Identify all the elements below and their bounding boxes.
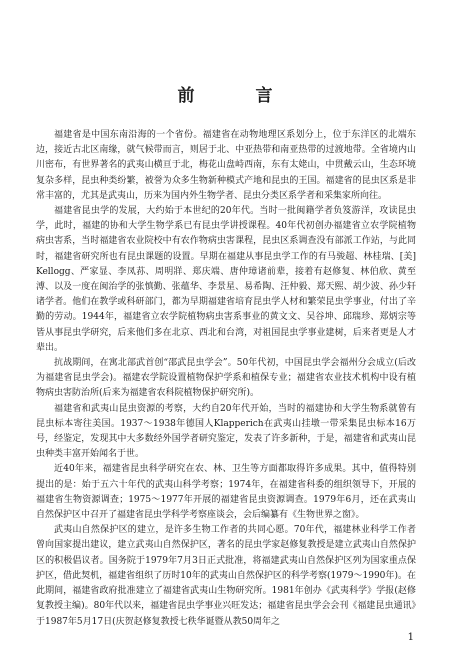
page-title: 前 言 [177, 86, 295, 106]
paragraph: 抗战期间，在寓北部武首创“邵武昆虫学会”。50年代初，中国昆虫学会福州分会成立(后改为福建省昆虫学会)。福建农学院设置植物保护学系和植保专业；福建省农业技术机构中设有植物病虫害防治所(后来为福建省农科院植物保护研究所)。 [36, 358, 416, 399]
paragraph: 福建省和武夷山昆虫资源的考察，大约自20年代开始，当时的福建协和大学生物系就曾有昆虫标本寄往美国。1937～1938年德国人Klapperich在武夷山挂墩一带采集昆虫标本16万号，经鉴定，发现其中大多数经外国学者研究鉴定，发表了许多新种，于是，福建省和武夷山昆虫种类丰富开始闻名于世。 [36, 403, 416, 460]
paragraph: 武夷山自然保护区的建立，是许多生物工作者的共同心愿。70年代，福建林业科学工作者曾向国家提出建议，建立武夷山自然保护区，著名的昆虫学家赵修复教授是建立武夷山自然保护区的积极倡议者。国务院于1979年7月3日正式批准，将福建武夷山自然保护区列为国家重点保护区，借此契机，福建省组织了历时10年的武夷山自然保护区的科学考察(1979～1990年)。在此期间，福建省政府批准建立了福建省武夷山生物研究所。1981年创办《武夷科学》学报(赵修复教授主编)。80年代以来，福建省昆虫学事业兴旺发达；福建省昆虫学会会刊《福建昆虫通讯》于1987年5月17日(庆贺赵修复教授七秩华诞暨从教50周年之 [36, 525, 416, 627]
paragraph: 福建省昆虫学的发展，大约始于本世纪的20年代。当时一批闽籍学者负笈游洋，攻读昆虫学，此时，福建的协和大学生物学系已有昆虫学讲授课程。40年代初创办福建省立农学院植物病虫害系，当时福建省农业院校中有农作物病虫害课程，昆虫区系调查没有部派工作站，与此同时，福建省研究所也有昆虫课题的设置。早期在福建从事昆虫学工作的有马骏超、林桂瑞、[美] Kellogg、严家显、李凤荪、周明牂、郑庆端、唐仲璋诸前辈，接着有赵修复、林伯欣、黄至溥、以及一度在闽治学的张慎勤、张蕴华、李景星、易希陶、汪仲毅、郑天熙、胡少波、孙少轩诸学者。他们在教学或科研部门，都为早期福建省培育昆虫学人材和繁荣昆虫学事业，付出了辛勤的劳动。1944年，福建省立农学院植物病虫害系事业的黄文文、吴谷坤、邱瑞珍、郑炳宗等皆从事昆虫学研究，后来他们多在北京、西北和台湾，对祖国昆虫学事业建树，后来者更是人才辈出。 [36, 206, 416, 353]
body-text [36, 128, 416, 628]
page-number: 1 [407, 632, 414, 643]
paragraph: 近40年来，福建省昆虫科学研究在农、林、卫生等方面都取得许多成果。其中，值得特别提出的是：始于五六十年代的武夷山科学考察；1974年，在福建省科委的组织领导下，开展的福建省生物资源调查；1975～1977年开展的福建省昆虫资源调查。1979年6月，还在武夷山自然保护区中召开了福建省昆虫学科学考察座谈会，会后编纂有《生物世界之窗》。 [36, 464, 416, 521]
paragraph: 福建省是中国东南沿海的一个省份。福建省在动物地理区系划分上，位于东洋区的北端东边，接近古北区南缘，就气候带而言，则居于北、中亚热带和南亚热带的过渡地带。全省境内山川密布，有世界著名的武夷山横亘于北，梅花山盘峙西南，东有太姥山，中贯戴云山，生态环境复杂多样，昆虫种类纷繁，被誉为众多生物新种模式产地和昆虫的王国。福建省的昆虫区系是非常丰富的，尤其是武夷山，历来为国内外生物学者、昆虫分类区系学者和采集家所向往。 [36, 130, 416, 201]
